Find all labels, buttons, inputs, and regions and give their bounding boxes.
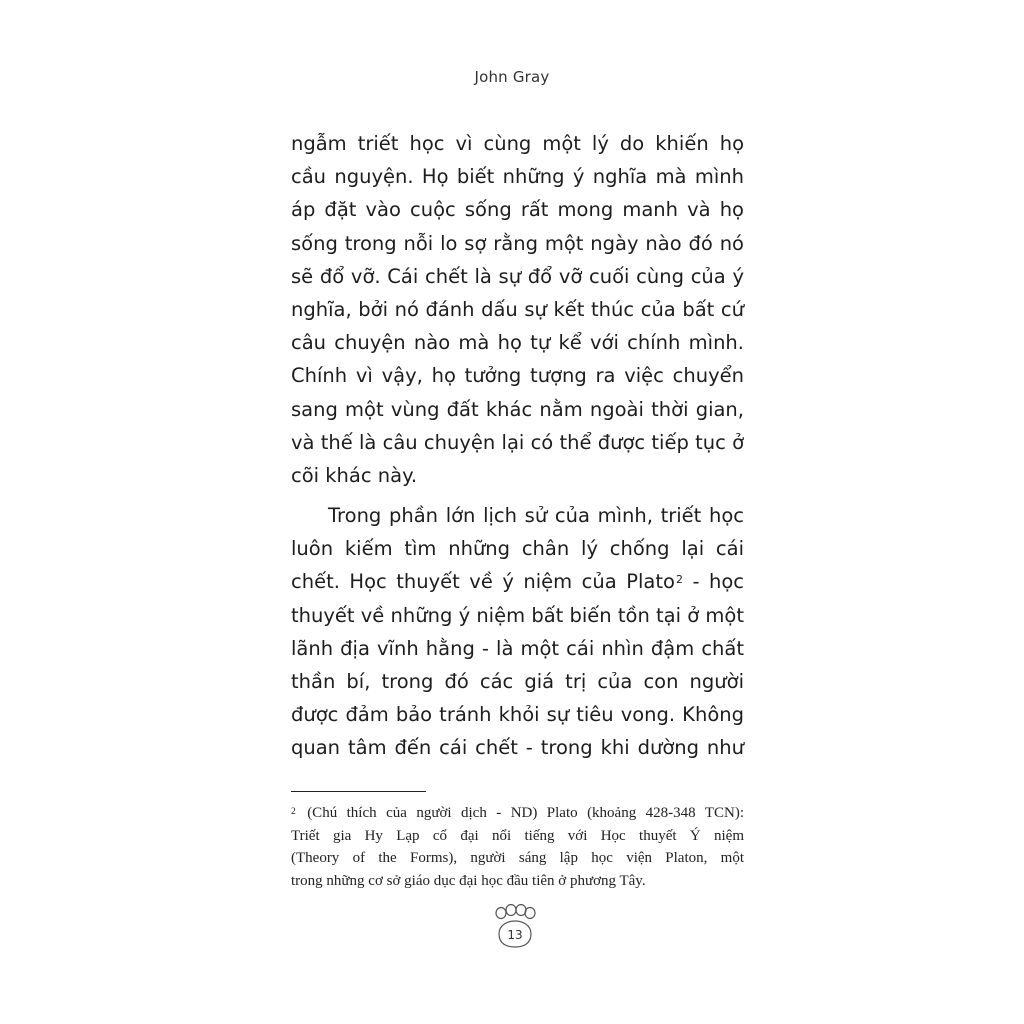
footnote-line: Triết gia Hy Lạp cổ đại nổi tiếng với Học thuyết Ý niệm: [291, 827, 744, 844]
text-fragment: - học: [682, 570, 745, 594]
footnote: [291, 802, 744, 892]
page-number-badge: [487, 904, 543, 950]
text-line: quan tâm đến cái chết - trong khi dường như: [291, 736, 744, 760]
text-line: cầu nguyện. Họ biết những ý nghĩa mà mình: [291, 165, 744, 189]
footnote-line: [291, 802, 744, 825]
footnote-divider: [291, 791, 426, 792]
text-line: được đảm bảo tránh khỏi sự tiêu vong. Không: [291, 703, 744, 727]
footnote-marker: 2: [291, 807, 296, 817]
text-line: Trong phần lớn lịch sử của mình, triết học: [328, 504, 744, 528]
text-line: và thế là câu chuyện lại có thể được tiếp tục ở: [291, 430, 744, 454]
footnote-line: (Theory of the Forms), người sáng lập học viện Platon, một: [291, 850, 744, 866]
text-line: nghĩa, bởi nó đánh dấu sự kết thúc của bất cứ: [291, 297, 744, 321]
footnote-text: (Chú thích của người dịch - ND) Plato (khoảng 428-348 TCN):: [297, 805, 744, 821]
text-line: thần bí, trong đó các giá trị của con người: [291, 670, 744, 693]
text-fragment: chết. Học thuyết về ý niệm của Plato: [291, 570, 675, 594]
text-line: thuyết về những ý niệm bất biến tồn tại ở một: [291, 603, 744, 627]
paragraph-2: [291, 499, 744, 765]
footnote-reference[interactable]: 2: [675, 573, 683, 587]
body-text: [291, 127, 744, 765]
text-line: ngẫm triết học vì cùng một lý do khiến họ: [291, 132, 744, 155]
text-line-with-footnote: [291, 565, 744, 598]
page-number: 13: [507, 928, 523, 942]
text-line: cõi khác này.: [291, 463, 418, 487]
paw-print-icon: [487, 904, 543, 950]
footnote-line: trong những cơ sở giáo dục đại học đầu tiên ở phương Tây.: [291, 872, 646, 889]
text-line: sống trong nỗi lo sợ rằng một ngày nào đó nó: [291, 231, 744, 255]
text-line: sang một vùng đất khác nằm ngoài thời gian,: [291, 397, 744, 421]
text-line: luôn kiếm tìm những chân lý chống lại cái: [291, 537, 744, 561]
running-head: John Gray: [474, 68, 550, 86]
text-line: Chính vì vậy, họ tưởng tượng ra việc chuyển: [291, 364, 744, 388]
text-line: lãnh địa vĩnh hằng - là một cái nhìn đậm chất: [291, 636, 744, 660]
paragraph-1: [291, 127, 744, 492]
text-line: áp đặt vào cuộc sống rất mong manh và họ: [291, 198, 744, 222]
text-line: câu chuyện nào mà họ tự kể với chính mình.: [291, 331, 744, 355]
text-line: sẽ đổ vỡ. Cái chết là sự đổ vỡ cuối cùng của ý: [291, 264, 744, 288]
